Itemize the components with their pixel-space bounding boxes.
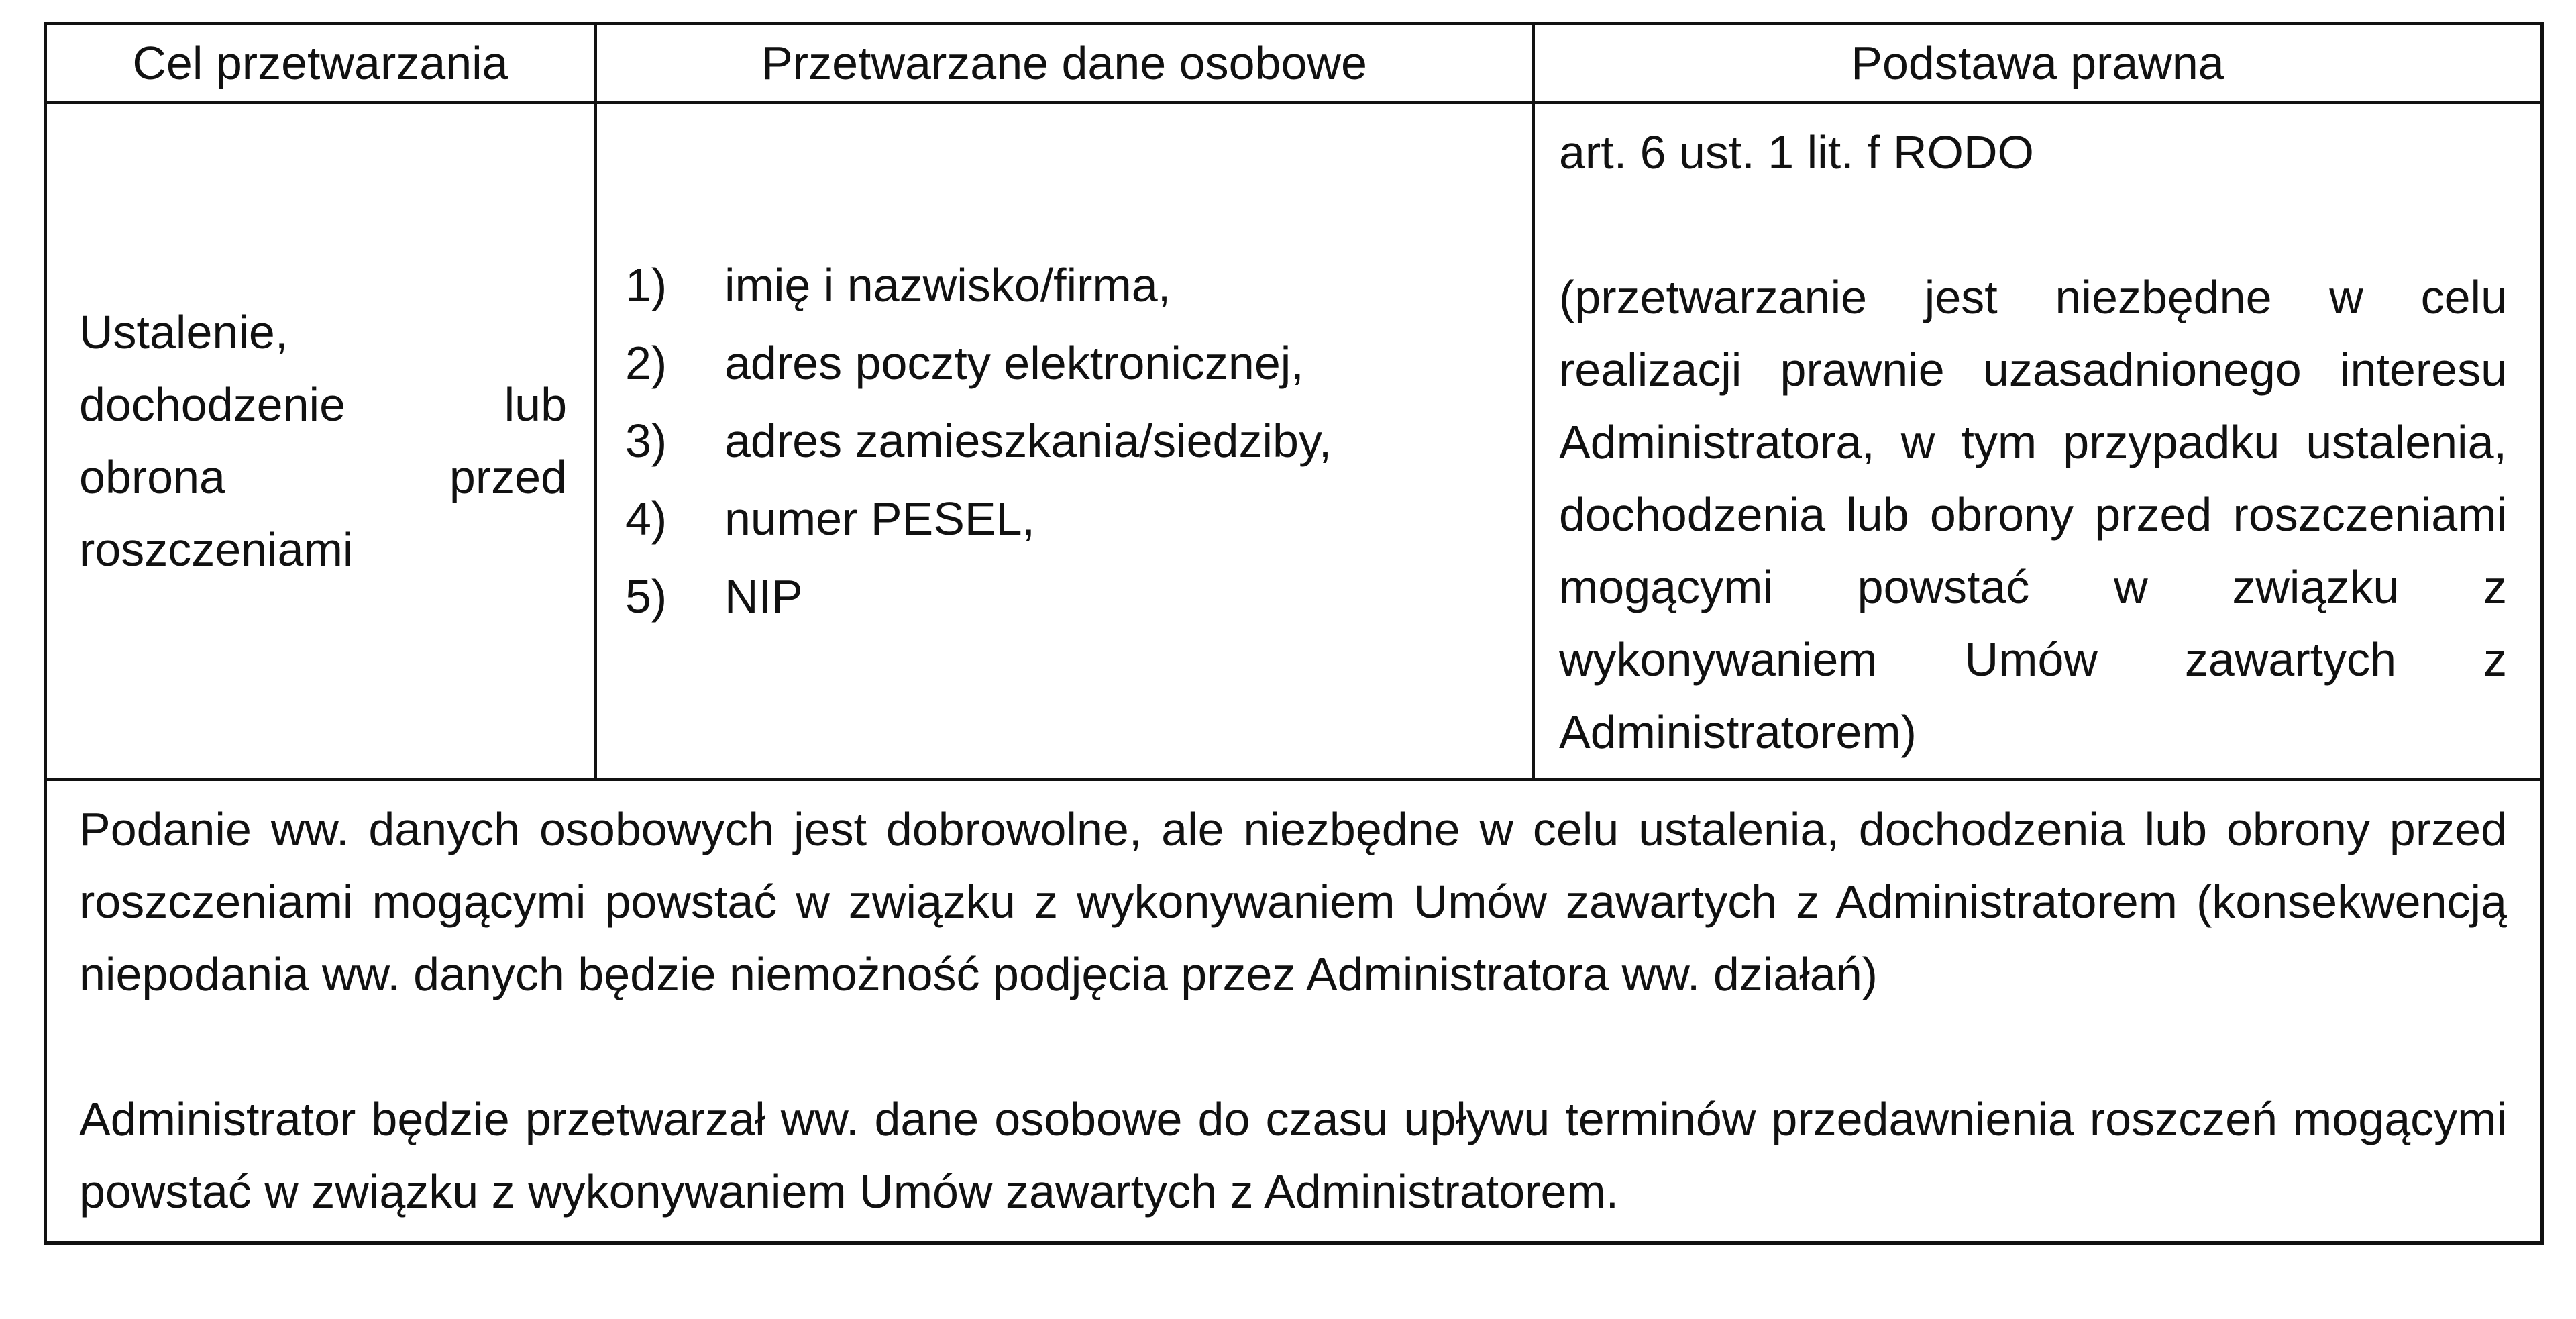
list-item-text: imię i nazwisko/firma, bbox=[724, 259, 1171, 311]
header-personal-data: Przetwarzane dane osobowe bbox=[596, 24, 1534, 103]
purpose-cell bbox=[46, 103, 596, 780]
footer-cell bbox=[46, 780, 2542, 1243]
header-legal-basis: Podstawa prawna bbox=[1534, 24, 2542, 103]
list-item bbox=[625, 558, 1532, 635]
list-item-text: adres poczty elektronicznej, bbox=[724, 337, 1304, 389]
list-item-number: 5) bbox=[625, 570, 667, 623]
list-item bbox=[625, 246, 1532, 324]
data-processing-table bbox=[44, 22, 2544, 1245]
legal-basis-explanation: (przetwarzanie jest niezbędne w celu realizacji prawnie uzasadnionego interesu Administratora, w tym przypadku ustalenia, dochodzenia lub obrony przed roszczeniami mogącymi powstać w związku z wykonywaniem Umów zawartych z Administratorem) bbox=[1559, 271, 2507, 758]
list-item-number: 2) bbox=[625, 337, 667, 389]
list-item-number: 3) bbox=[625, 415, 667, 467]
header-purpose: Cel przetwarzania bbox=[46, 24, 596, 103]
list-item bbox=[625, 324, 1532, 402]
list-item-text: NIP bbox=[724, 570, 803, 623]
list-item-number: 4) bbox=[625, 492, 667, 545]
table-header-row bbox=[46, 24, 2542, 103]
personal-data-list bbox=[625, 246, 1532, 635]
table-row bbox=[46, 103, 2542, 780]
footer-paragraph-voluntary: Podanie ww. danych osobowych jest dobrowolne, ale niezbędne w celu ustalenia, dochodzenia lub obrony przed roszczeniami mogącymi powstać w związku z wykonywaniem Umów zawartych z Administratorem (konsekwencją niepodania ww. danych będzie niemożność podjęcia przez Administratora ww. działań) bbox=[79, 803, 2507, 1000]
list-item bbox=[625, 480, 1532, 558]
personal-data-cell bbox=[596, 103, 1534, 780]
table-footer-row bbox=[46, 780, 2542, 1243]
legal-basis-cell bbox=[1534, 103, 2542, 780]
legal-basis-heading: art. 6 ust. 1 lit. f RODO bbox=[1559, 126, 2034, 178]
purpose-text: Ustalenie, dochodzenie lub obrona przed roszczeniami bbox=[79, 306, 567, 576]
list-item-text: numer PESEL, bbox=[724, 492, 1035, 545]
footer-paragraph-retention: Administrator będzie przetwarzał ww. dane osobowe do czasu upływu terminów przedawnienia roszczeń mogącymi powstać w związku z wykonywaniem Umów zawartych z Administratorem. bbox=[79, 1093, 2507, 1218]
list-item-text: adres zamieszkania/siedziby, bbox=[724, 415, 1332, 467]
list-item bbox=[625, 402, 1532, 480]
list-item-number: 1) bbox=[625, 259, 667, 311]
